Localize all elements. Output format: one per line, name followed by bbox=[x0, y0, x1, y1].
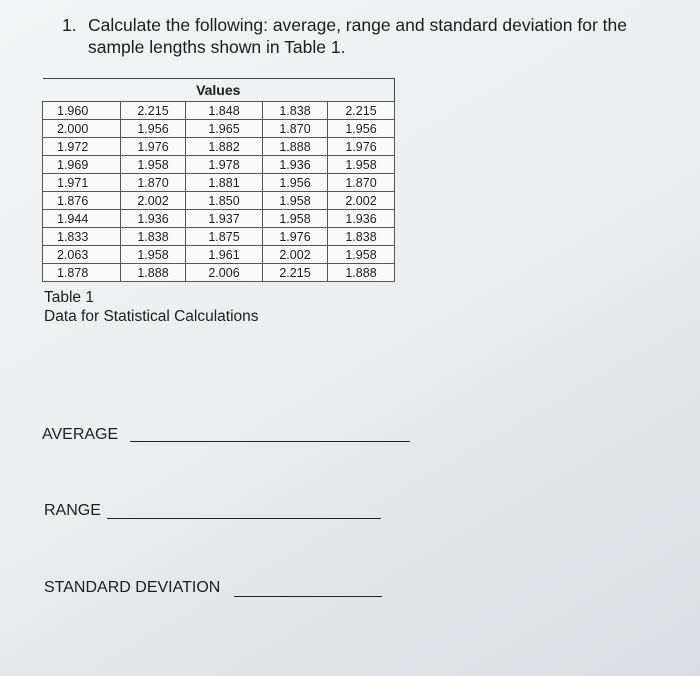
table-cell: 1.850 bbox=[186, 192, 263, 210]
values-table bbox=[42, 78, 395, 282]
table-row bbox=[43, 210, 395, 228]
table-cell: 1.838 bbox=[328, 228, 395, 246]
table-row bbox=[43, 192, 395, 210]
std-label: STANDARD DEVIATION bbox=[44, 579, 221, 596]
table-cell: 1.978 bbox=[186, 156, 263, 174]
table-body bbox=[43, 102, 395, 282]
table-cell: 1.972 bbox=[43, 138, 121, 156]
table-row bbox=[43, 138, 395, 156]
table-cell: 1.956 bbox=[121, 120, 186, 138]
values-table-container bbox=[42, 78, 395, 282]
table-cell: 1.936 bbox=[121, 210, 186, 228]
table-header-row bbox=[43, 79, 395, 102]
table-cell: 1.971 bbox=[43, 174, 121, 192]
table-cell: 1.870 bbox=[263, 120, 328, 138]
table-cell: 2.215 bbox=[121, 102, 186, 120]
table-cell: 2.215 bbox=[263, 264, 328, 282]
table-cell: 1.976 bbox=[328, 138, 395, 156]
table-cell: 1.870 bbox=[328, 174, 395, 192]
table-cell: 1.944 bbox=[43, 210, 121, 228]
table-cell: 1.848 bbox=[186, 102, 263, 120]
table-cell: 1.936 bbox=[263, 156, 328, 174]
table-cell: 1.958 bbox=[263, 210, 328, 228]
table-cell: 1.976 bbox=[121, 138, 186, 156]
table-cell: 1.937 bbox=[186, 210, 263, 228]
table-caption bbox=[44, 288, 259, 326]
table-row bbox=[43, 228, 395, 246]
table-row bbox=[43, 174, 395, 192]
table-cell: 1.958 bbox=[328, 246, 395, 264]
range-answer-line[interactable] bbox=[107, 518, 381, 519]
table-cell: 1.958 bbox=[263, 192, 328, 210]
table-cell: 1.876 bbox=[43, 192, 121, 210]
table-cell: 2.002 bbox=[263, 246, 328, 264]
table-row bbox=[43, 156, 395, 174]
table-row bbox=[43, 102, 395, 120]
table-row bbox=[43, 264, 395, 282]
caption-subtitle: Data for Statistical Calculations bbox=[44, 308, 259, 325]
table-row bbox=[43, 120, 395, 138]
table-row bbox=[43, 246, 395, 264]
table-cell: 1.888 bbox=[121, 264, 186, 282]
table-cell: 1.888 bbox=[263, 138, 328, 156]
table-cell: 1.965 bbox=[186, 120, 263, 138]
table-cell: 1.838 bbox=[263, 102, 328, 120]
table-cell: 1.888 bbox=[328, 264, 395, 282]
table-cell: 1.881 bbox=[186, 174, 263, 192]
table-cell: 2.215 bbox=[328, 102, 395, 120]
question-text: Calculate the following: average, range and standard deviation for the sample lengths shown in Table 1. bbox=[88, 15, 627, 57]
table-cell: 2.000 bbox=[43, 120, 121, 138]
table-cell: 1.960 bbox=[43, 102, 121, 120]
table-cell: 1.976 bbox=[263, 228, 328, 246]
range-label: RANGE bbox=[44, 502, 101, 519]
table-cell: 1.875 bbox=[186, 228, 263, 246]
table-cell: 2.002 bbox=[121, 192, 186, 210]
table-cell: 1.969 bbox=[43, 156, 121, 174]
average-answer-line[interactable] bbox=[130, 441, 410, 442]
table-cell: 1.870 bbox=[121, 174, 186, 192]
table-cell: 2.006 bbox=[186, 264, 263, 282]
std-answer-line[interactable] bbox=[234, 596, 382, 597]
table-cell: 1.838 bbox=[121, 228, 186, 246]
table-cell: 1.882 bbox=[186, 138, 263, 156]
caption-title: Table 1 bbox=[44, 289, 94, 306]
table-cell: 2.002 bbox=[328, 192, 395, 210]
table-header: Values bbox=[43, 79, 395, 102]
table-cell: 1.958 bbox=[328, 156, 395, 174]
table-cell: 2.063 bbox=[43, 246, 121, 264]
table-cell: 1.936 bbox=[328, 210, 395, 228]
table-cell: 1.958 bbox=[121, 156, 186, 174]
table-cell: 1.956 bbox=[263, 174, 328, 192]
average-label: AVERAGE bbox=[42, 426, 119, 443]
table-cell: 1.956 bbox=[328, 120, 395, 138]
table-cell: 1.878 bbox=[43, 264, 121, 282]
table-cell: 1.958 bbox=[121, 246, 186, 264]
table-cell: 1.961 bbox=[186, 246, 263, 264]
question-number: 1. bbox=[62, 15, 77, 35]
table-cell: 1.833 bbox=[43, 228, 121, 246]
